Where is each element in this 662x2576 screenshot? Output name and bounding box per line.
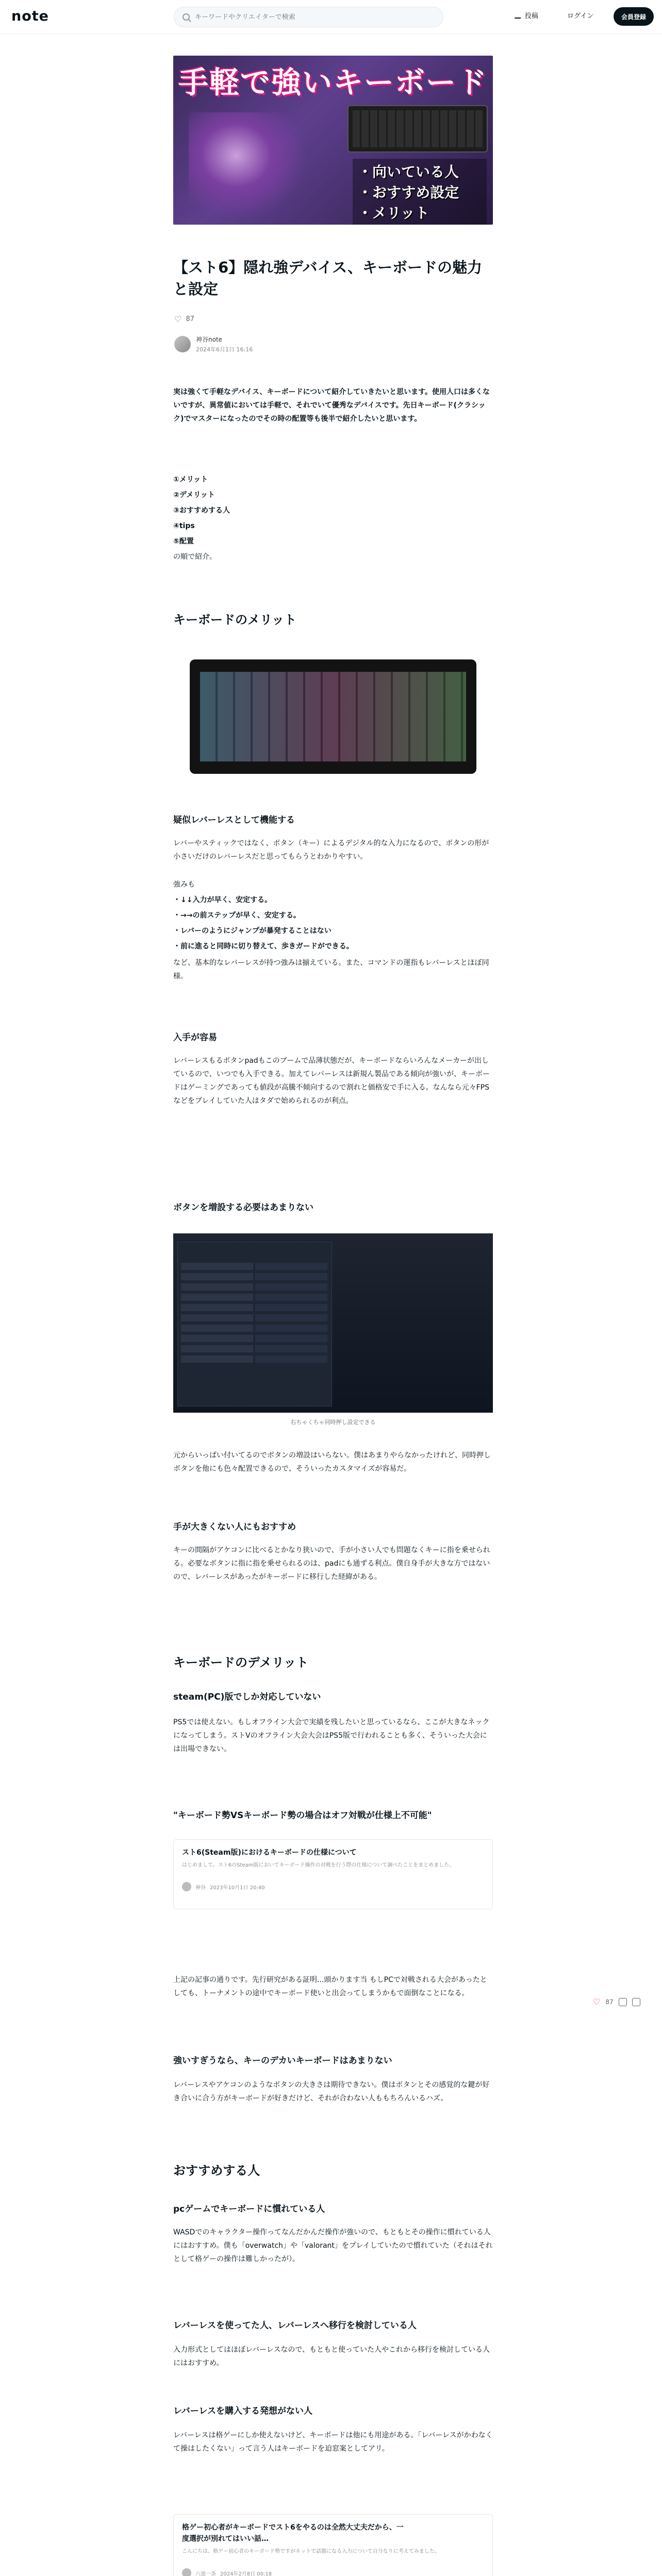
list-item: ・↓↓入力が早く、安定する。 — [173, 896, 272, 904]
intro-paragraph: 実は強くて手軽なデバイス、キーボードについて紹介していきたいと思います。使用人口は多くないですが、異常値においては手軽で、それでいて優秀なデバイスです。先日キーボード(クラシック)でマスターになったのでその時の配置等も後半で紹介したいと思います。 — [173, 388, 490, 423]
subheading-buttons: ボタンを増設する必要はあまりない — [173, 1202, 313, 1213]
subheading-entry: 入手が容易 — [173, 1032, 217, 1043]
hero-bullet: ・向いている人 — [358, 163, 459, 180]
subheading-buy: レバーレスを購入する発想がない人 — [173, 2406, 312, 2416]
embed-card[interactable] — [173, 2514, 493, 2576]
paragraph: キーの間隔がアケコンに比べるとかなり狭いので、手が小さい人でも問題なくキーに指を乗せられる。必要なボタンに指に指を乗せられるのは、padにも通ずる利点。僕自身手が大きな方ではないので、レバーレスがあったがキーボードに移行した経緯がある。 — [173, 1546, 490, 1581]
keyboard-image — [190, 659, 476, 774]
signup-button[interactable]: 会員登録 — [614, 7, 654, 26]
list-item: ・前に進ると同時に切り替えて、歩きガードができる。 — [173, 942, 354, 951]
paragraph: レバーレスは格ゲーにしか使えないけど、キーボードは他にも用途がある。「レバーレスがかわなくて操はしたくない」って言う人はキーボードを迫窓案としてアリ。 — [173, 2431, 493, 2453]
paragraph: 強みも — [173, 880, 195, 889]
post-label: 投稿 — [525, 12, 539, 20]
section-heading-demerit: キーボードのデメリット — [173, 1655, 309, 1670]
settings-screenshot — [173, 1233, 493, 1413]
site-header — [0, 0, 662, 34]
toc-item: ④tips — [173, 522, 195, 530]
paragraph: レバーレスやアケコンのようなボタンの大きさは期待できない。僕はボタンとその感覚的な鍵が好き合いに合う方がキーボードが好きだけど、それが合わない人ももちろんいるハズ。 — [173, 2081, 490, 2103]
toc-item: ③おすすめする人 — [173, 506, 230, 515]
card-description: はじめまして。スト6のSteam版においてキーボード操作の対戦を行う際の仕様について調べたことをまとめました。 — [182, 1862, 455, 1868]
toc-tail: の順で紹介。 — [173, 553, 217, 561]
subheading-strong: 強いすぎうなら、キーのデカいキーボードはあまりない — [173, 2056, 392, 2066]
card-date: 2023年10月1日 20:40 — [210, 1885, 265, 1891]
settings-panel — [177, 1242, 332, 1406]
share-icon[interactable] — [632, 1998, 640, 2006]
card-meta — [182, 2568, 484, 2576]
side-like-count: 87 — [605, 1998, 614, 2006]
toc-item: ⑤配置 — [173, 537, 194, 546]
like-count: 87 — [186, 315, 194, 323]
like-counter[interactable] — [174, 314, 194, 324]
avatar[interactable] — [174, 336, 191, 352]
subheading-leverless: レバーレスを使ってた人、レバーレスへ移行を検討している人 — [173, 2320, 417, 2331]
toc-item: ①メリット — [173, 476, 208, 484]
paragraph: 上記の記事の通りです。先行研究がある証明...頭かります当 もしPCで対戦される大会があったとしても、トーナメントの途中でキーボード使いと出会ってしまうかもで面倒なことになる。 — [173, 1976, 487, 1997]
section-heading-recommend: おすすめする人 — [173, 2163, 260, 2178]
paragraph: 元からいっぱい付いてるのでボタンの増設はいらない。僕はあまりやらなかったけれど、同時押しボタンを他にも色々配置できるので、そういったカスタマイズが容易だ。 — [173, 1451, 491, 1473]
search-box[interactable] — [174, 7, 443, 27]
avatar — [182, 2568, 191, 2576]
heart-icon[interactable]: ♡ — [174, 314, 182, 324]
embed-card[interactable] — [173, 1839, 493, 1909]
login-link[interactable]: ログイン — [567, 12, 594, 20]
paragraph: レバーレスもるボタンpadもこのブームで品薄状態だが、キーボードならいろんなメーカーが出しているので、いつでも入手できる。加えてレバーレスは新規ん製品である傾向が強いが、キーボードはゲーミングであっても値段が高騰不傾向するので割れと価格安で手に入る。なんなら元々FPSなどをプレイしていた人はタダで始められるのが利点。 — [173, 1057, 490, 1105]
subheading-lever: 疑似レバーレスとして機能する — [173, 815, 295, 825]
card-author: 神谷 — [195, 1885, 206, 1891]
post-button[interactable] — [516, 10, 538, 20]
paragraph: WASDでのキャラクター操作ってなんだかんだ操作が強いので、もともとその操作に慣れている人にはおすすめ。僕も「overwatch」や「valorant」をプレイしていたので慣れていた（それはそれとして格ゲーの操作は難しかったが）。 — [173, 2228, 493, 2263]
comment-icon[interactable] — [619, 1998, 627, 2006]
paragraph: レバーやスティックではなく、ボタン（キー）によるデジタル的な入力になるので、ボタンの形が小さいだけのレバーレスだと思ってもらうとわかりやすい。 — [173, 839, 489, 861]
hero-bullet: ・メリット — [358, 205, 429, 222]
note-logo[interactable]: note — [11, 8, 49, 24]
paragraph: など、基本的なレバーレスが持つ強みは揃えている。また、コマンドの運指もレバーレスとほぼ同様。 — [173, 959, 489, 980]
hero-image — [173, 56, 493, 225]
hero-character-figure — [189, 112, 307, 221]
image-caption: 右ちゃくちゃ同時押し設定できる — [290, 1419, 376, 1426]
article-title: 【スト6】隠れ強デバイス、キーボードの魅力と設定 — [173, 259, 483, 298]
card-title[interactable]: 格ゲー初心者がキーボードでスト6をやるのは全然大丈夫だから、一度選択が別れてはいい話… — [182, 2523, 404, 2543]
heart-icon[interactable]: ♡ — [593, 1997, 601, 2007]
search-icon — [183, 13, 190, 21]
search-input[interactable] — [195, 13, 442, 21]
card-author: 六道一条 — [195, 2571, 216, 2576]
avatar — [182, 1882, 191, 1891]
section-heading-merit: キーボードのメリット — [173, 613, 297, 627]
paragraph: 入力形式としてはほぼレバーレスなので、もともと使っていた人やこれから移行を検討している人にはおすすめ。 — [173, 2346, 490, 2367]
paragraph: PS5では使えない。もしオフライン大会で実績を残したいと思っているなら、ここが大きなネックになってしまう。ストVのオフライン大会大会はPS5版で行われることも多く、そういった大会には出場できない。 — [173, 1718, 490, 1753]
author-block[interactable] — [174, 335, 253, 353]
hero-bullets — [353, 159, 487, 225]
hero-keyboard-picture — [347, 105, 488, 152]
subheading-quote: "キーボード勢VSキーボード勢の場合はオフ対戦が仕様上不可能" — [173, 1810, 432, 1821]
side-actions — [593, 1997, 640, 2007]
publish-date: 2024年6月1日 16:16 — [196, 346, 253, 353]
card-date: 2024年2月8日 00:18 — [220, 2571, 272, 2576]
card-description: こんにちは。格ゲー初心者のキーボード勢ですがネットで話題になる入力について自分なりに考えてみました。 — [182, 2549, 440, 2554]
subheading-pc: pcゲームでキーボードに慣れている人 — [173, 2204, 325, 2214]
list-item: ・レバーのようにジャンプが暴発することはない — [173, 927, 332, 935]
toc-item: ②デメリット — [173, 491, 215, 499]
card-meta — [182, 1882, 484, 1891]
author-name[interactable]: 神谷note — [196, 336, 223, 343]
subheading-hand: 手が大きくない人にもおすすめ — [173, 1522, 296, 1532]
subheading-steam: steam(PC)版でしか対応していない — [173, 1692, 321, 1702]
hero-title-text: 手軽で強いキーボード — [178, 65, 488, 100]
hero-bullet: ・おすすめ設定 — [358, 184, 459, 201]
card-title[interactable]: スト6(Steam版)におけるキーボードの仕様について — [182, 1849, 357, 1857]
pen-icon — [515, 12, 523, 19]
list-item: ・→→の前ステップが早く、安定する。 — [173, 911, 301, 920]
